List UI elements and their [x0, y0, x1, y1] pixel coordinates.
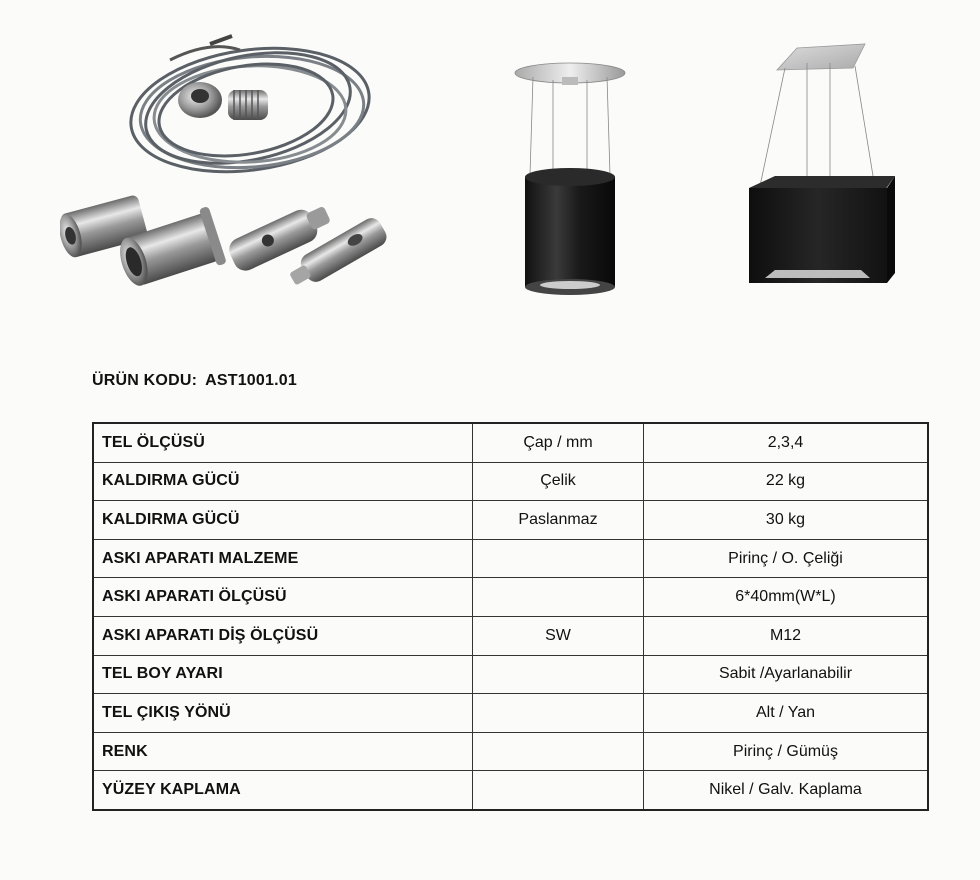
spec-value: Pirinç / Gümüş: [644, 732, 929, 771]
spec-value: 30 kg: [644, 501, 929, 540]
spec-value: Sabit /Ayarlanabilir: [644, 655, 929, 694]
spec-value: M12: [644, 616, 929, 655]
spec-row: [93, 423, 928, 462]
spec-row: [93, 539, 928, 578]
spec-sub: [473, 655, 644, 694]
spec-value: 6*40mm(W*L): [644, 578, 929, 617]
spec-sub: Paslanmaz: [473, 501, 644, 540]
spec-value: 2,3,4: [644, 423, 929, 462]
product-code: [92, 372, 297, 390]
square-hood-photo: [735, 38, 905, 293]
spec-label: ASKI APARATI ÖLÇÜSÜ: [93, 578, 473, 617]
spec-row: [93, 771, 928, 810]
spec-label: ASKI APARATI MALZEME: [93, 539, 473, 578]
spec-value: Pirinç / O. Çeliği: [644, 539, 929, 578]
product-code-value: AST1001.01: [205, 372, 297, 389]
spec-label: ASKI APARATI DİŞ ÖLÇÜSÜ: [93, 616, 473, 655]
spec-sub: Çelik: [473, 462, 644, 501]
spec-row: [93, 655, 928, 694]
spec-label: KALDIRMA GÜCÜ: [93, 462, 473, 501]
spec-sub: [473, 771, 644, 810]
spec-row: [93, 578, 928, 617]
spec-row: [93, 501, 928, 540]
round-hood-photo: [505, 55, 635, 300]
spec-value: Alt / Yan: [644, 694, 929, 733]
spec-sub: [473, 578, 644, 617]
spec-sub: [473, 694, 644, 733]
product-code-label: ÜRÜN KODU:: [92, 372, 198, 389]
spec-row: [93, 616, 928, 655]
spec-sub: [473, 732, 644, 771]
spec-sub: Çap / mm: [473, 423, 644, 462]
spec-label: RENK: [93, 732, 473, 771]
spec-value: Nikel / Galv. Kaplama: [644, 771, 929, 810]
spec-sub: SW: [473, 616, 644, 655]
spec-label: TEL ÇIKIŞ YÖNÜ: [93, 694, 473, 733]
spec-value: 22 kg: [644, 462, 929, 501]
spec-label: TEL ÖLÇÜSÜ: [93, 423, 473, 462]
spec-label: YÜZEY KAPLAMA: [93, 771, 473, 810]
spec-label: KALDIRMA GÜCÜ: [93, 501, 473, 540]
cable-and-fittings-photo: [60, 20, 400, 290]
spec-row: [93, 732, 928, 771]
spec-row: [93, 694, 928, 733]
spec-table: [92, 422, 929, 811]
spec-sub: [473, 539, 644, 578]
spec-label: TEL BOY AYARI: [93, 655, 473, 694]
spec-row: [93, 462, 928, 501]
